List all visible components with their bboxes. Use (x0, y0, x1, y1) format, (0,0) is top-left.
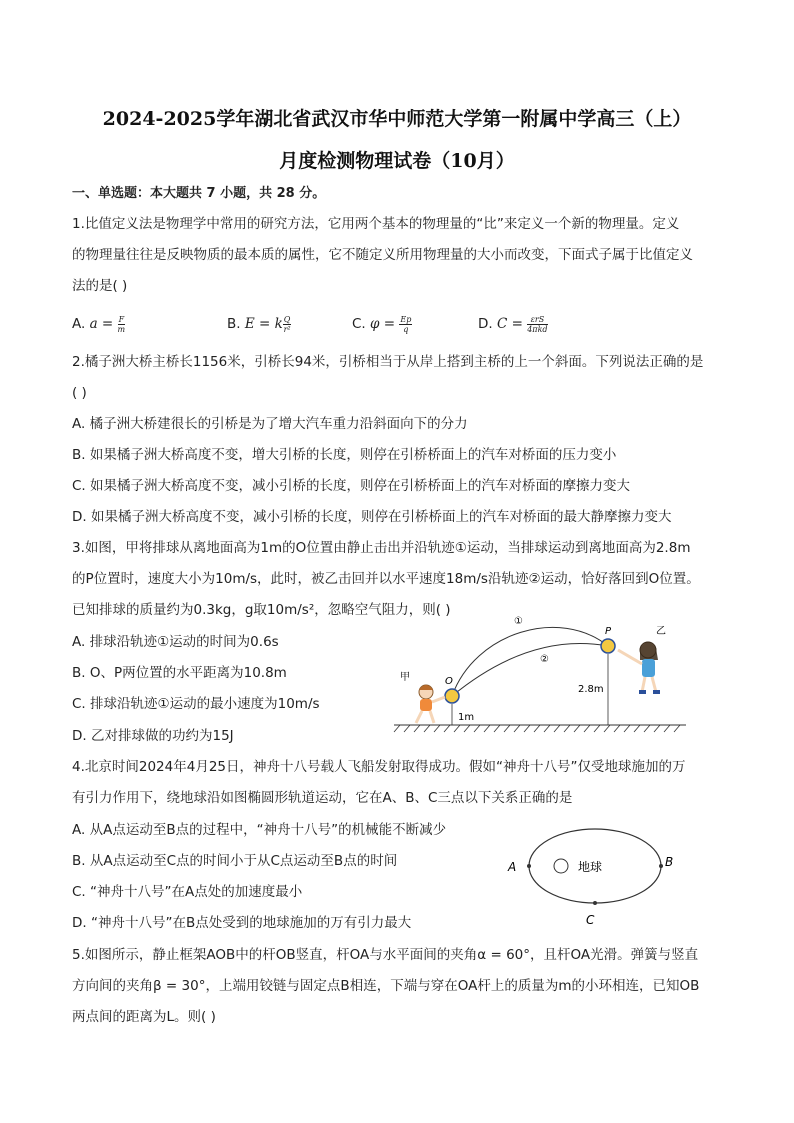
point-a-label: A (508, 860, 517, 874)
volleyball-at-o (445, 689, 459, 703)
player-jia-label: 甲 (400, 672, 410, 683)
q1-option-d (478, 314, 548, 334)
player-yi (618, 642, 660, 694)
q1-line1: 1.比值定义法是物理学中常用的研究方法，它用两个基本的物理量的“比”来定义一个新的物理量。定义 (72, 216, 680, 232)
earth-marker (554, 859, 568, 873)
q1-d-denominator: 4πkd (527, 324, 548, 334)
exam-title-line2: 月度检测物理试卷（10月） (279, 150, 515, 172)
q2-line2: ( ) (72, 385, 87, 401)
q1-option-b (227, 314, 291, 334)
q1-option-b-fraction (283, 315, 292, 334)
earth-label: 地球 (578, 860, 603, 874)
q1-a-denominator: m (117, 324, 126, 334)
point-b-label: B (665, 855, 674, 869)
q2-option-c: C. 如果橘子洲大桥高度不变，减小引桥的长度，则停在引桥桥面上的汽车对桥面的摩擦力变大 (72, 478, 631, 494)
q1-c-denominator: q (403, 324, 409, 334)
q5-line2: 方向间的夹角β = 30°，上端用铰链与固定点B相连，下端与穿在OA杆上的质量为m的小环相连，已知OB (72, 978, 700, 994)
volleyball-at-p (601, 639, 615, 653)
q3-option-a: A. 排球沿轨迹①运动的时间为0.6s (72, 634, 279, 650)
ground-hatching (394, 725, 680, 732)
trajectory-2-label: ② (540, 654, 549, 665)
point-o-label: O (445, 676, 453, 687)
q1-option-b-lhs: E = k (244, 316, 283, 332)
q1-b-numerator: Q (283, 314, 291, 324)
q1-option-c (352, 314, 412, 334)
point-b-dot (659, 864, 663, 868)
exam-title-line1: 2024-2025学年湖北省武汉市华中师范大学第一附属中学高三（上） (102, 108, 692, 130)
player-jia (416, 685, 445, 723)
q3-volleyball-figure (390, 612, 690, 738)
q4-orbit-figure (500, 826, 690, 928)
q4-line1: 4.北京时间2024年4月25日，神舟十八号载人飞船发射取得成功。假如“神舟十八号”仅受地球施加的万 (72, 759, 686, 775)
q1-option-b-label: B. (227, 316, 245, 332)
q4-line2: 有引力作用下，绕地球沿如图椭圆形轨道运动，它在A、B、C三点以下关系正确的是 (72, 790, 573, 806)
q3-line3: 已知排球的质量约为0.3kg，g取10m/s²，忽略空气阻力，则( ) (72, 602, 451, 618)
height-o-label: 1m (458, 712, 475, 723)
point-a-dot (527, 864, 531, 868)
point-p-label: P (605, 626, 612, 637)
q1-line2: 的物理量往往是反映物质的最本质的属性，它不随定义所用物理量的大小而改变，下面式子属于比值定义 (72, 247, 693, 263)
trajectory-1-label: ① (514, 616, 523, 627)
q1-option-c-fraction (399, 315, 412, 334)
q3-option-d: D. 乙对排球做的功约为15J (72, 728, 234, 744)
q5-line1: 5.如图所示，静止框架AOB中的杆OB竖直，杆OA与水平面间的夹角α = 60°，且杆OA光滑。弹簧与竖直 (72, 947, 699, 963)
q1-option-a-label: A. (72, 316, 90, 332)
q1-option-c-lhs: φ = (370, 316, 400, 332)
q1-d-numerator: εrS (527, 315, 547, 325)
q4-option-c: C. “神舟十八号”在A点处的加速度最小 (72, 884, 303, 900)
q5-line3: 两点间的距离为L。则( ) (72, 1009, 216, 1025)
q1-option-d-fraction (527, 315, 547, 334)
q1-c-numerator: Ep (400, 314, 412, 324)
q1-b-denominator: r² (283, 324, 291, 334)
q1-line3: 法的是( ) (72, 278, 128, 294)
q3-option-c: C. 排球沿轨迹①运动的最小速度为10m/s (72, 696, 320, 712)
q4-option-a: A. 从A点运动至B点的过程中，“神舟十八号”的机械能不断减少 (72, 822, 447, 838)
q2-option-b: B. 如果橘子洲大桥高度不变，增大引桥的长度，则停在引桥桥面上的汽车对桥面的压力变小 (72, 447, 617, 463)
q3-option-b: B. O、P两位置的水平距离为10.8m (72, 665, 287, 681)
q1-option-d-label: D. (478, 316, 497, 332)
q3-line2: 的P位置时，速度大小为10m/s，此时，被乙击回并以水平速度18m/s沿轨迹②运动，恰好落回到O位置。 (72, 571, 700, 587)
q1-option-c-label: C. (352, 316, 371, 332)
q4-option-d: D. “神舟十八号”在B点处受到的地球施加的万有引力最大 (72, 915, 412, 931)
q1-option-a (72, 314, 125, 334)
q2-option-a: A. 橘子洲大桥建很长的引桥是为了增大汽车重力沿斜面向下的分力 (72, 416, 468, 432)
q3-line1: 3.如图，甲将排球从离地面高为1m的O位置由静止击出并沿轨迹①运动，当排球运动到离地面高为2.8m (72, 540, 691, 556)
player-yi-label: 乙 (656, 626, 666, 637)
point-c-label: C (586, 913, 595, 927)
q1-a-numerator: F (118, 314, 125, 324)
section-heading: 一、单选题：本大题共 7 小题，共 28 分。 (72, 186, 326, 201)
q1-option-a-lhs: a = (89, 316, 118, 332)
q1-option-a-fraction (118, 315, 126, 334)
q2-line1: 2.橘子洲大桥主桥长1156米，引桥长94米，引桥相当于从岸上搭到主桥的上一个斜面。下列说法正确的是 (72, 354, 704, 370)
height-p-label: 2.8m (578, 684, 604, 695)
point-c-dot (593, 901, 597, 905)
q2-option-d: D. 如果橘子洲大桥高度不变，减小引桥的长度，则停在引桥桥面上的汽车对桥面的最大静摩擦力变大 (72, 509, 672, 525)
q1-option-d-lhs: C = (496, 316, 528, 332)
q4-option-b: B. 从A点运动至C点的时间小于从C点运动至B点的时间 (72, 853, 398, 869)
